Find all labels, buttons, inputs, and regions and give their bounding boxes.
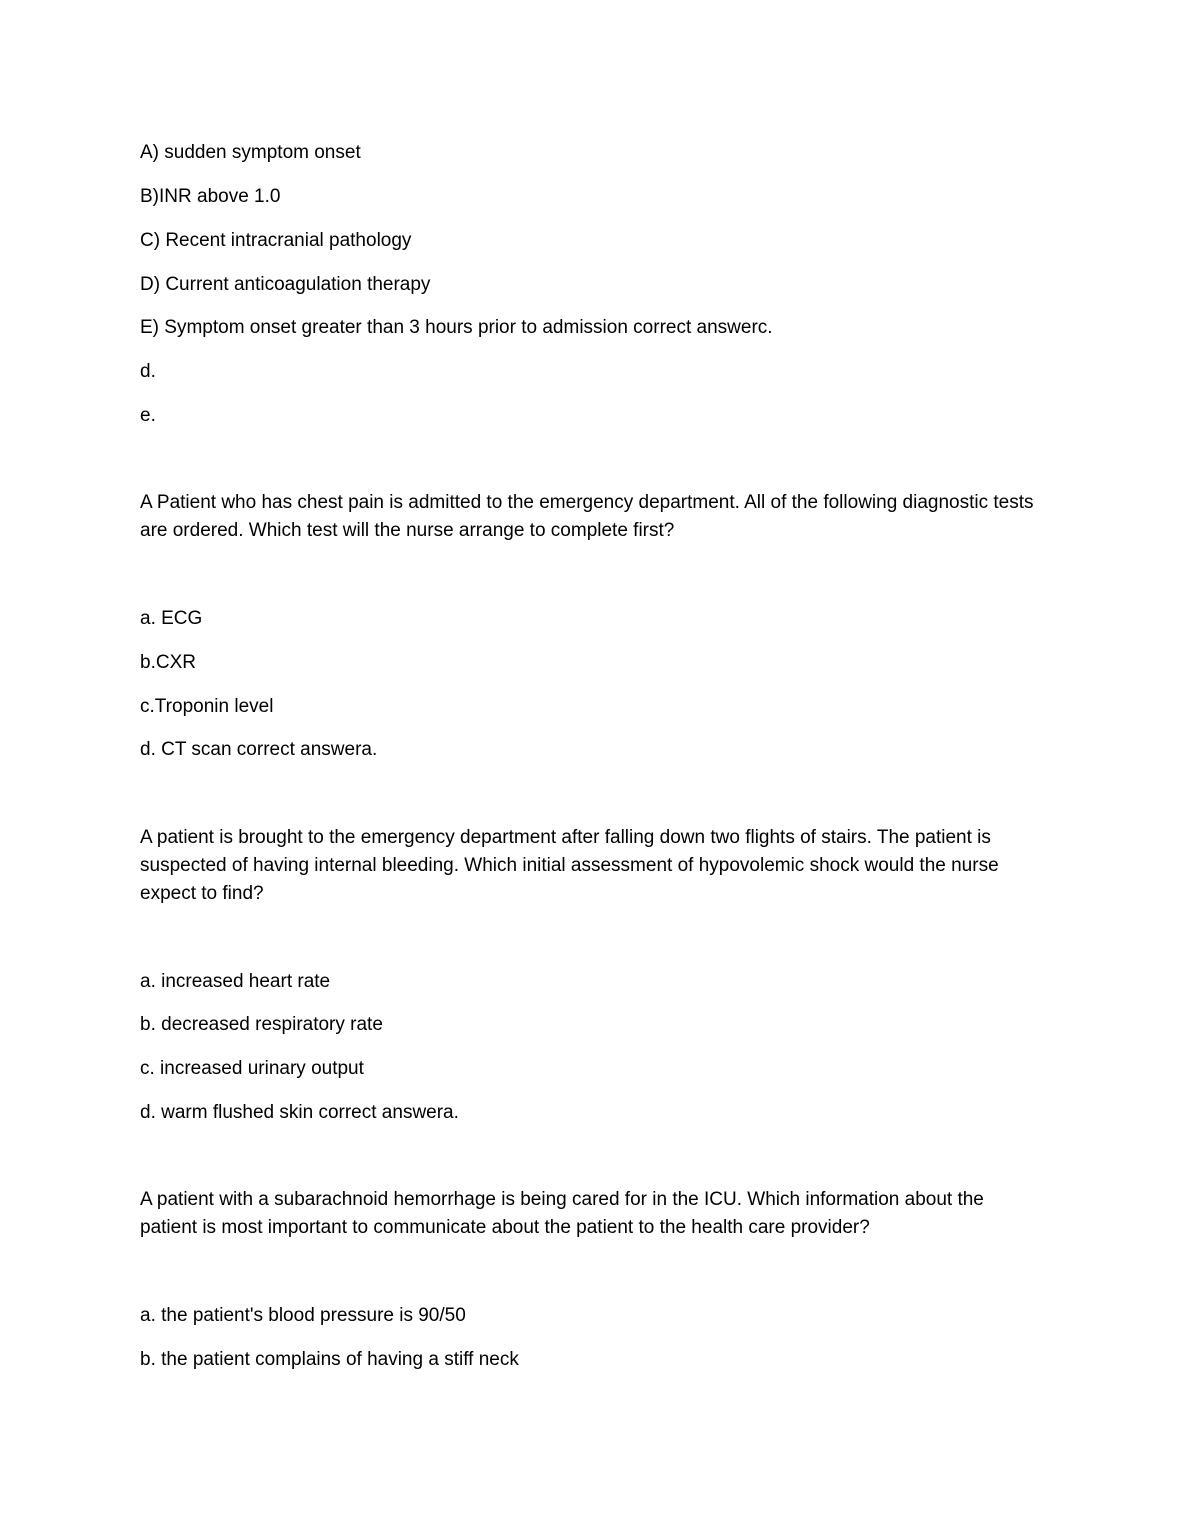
q1-option-d: D) Current anticoagulation therapy bbox=[140, 274, 431, 295]
q1-option-c: C) Recent intracranial pathology bbox=[140, 230, 412, 251]
q3-option-a: a. increased heart rate bbox=[140, 971, 331, 992]
q1-extra-d: d. bbox=[140, 361, 156, 382]
q3-option-b: b. decreased respiratory rate bbox=[140, 1014, 383, 1035]
q1-extra-e: e. bbox=[140, 405, 156, 426]
q4-option-a: a. the patient's blood pressure is 90/50 bbox=[140, 1305, 466, 1326]
q2-option-a: a. ECG bbox=[140, 608, 203, 629]
q1-option-b: B)INR above 1.0 bbox=[140, 186, 281, 207]
q2-option-c: c.Troponin level bbox=[140, 696, 274, 717]
q4-option-b: b. the patient complains of having a stiff neck bbox=[140, 1349, 519, 1370]
q1-option-a: A) sudden symptom onset bbox=[140, 142, 361, 163]
q2-question: A Patient who has chest pain is admitted to the emergency department. All of the following diagnostic tests are ordered. Which test will the nurse arrange to complete first? bbox=[140, 492, 1034, 541]
q2-option-b: b.CXR bbox=[140, 652, 196, 673]
q2-option-d: d. CT scan correct answera. bbox=[140, 739, 378, 760]
q4-question: A patient with a subarachnoid hemorrhage is being cared for in the ICU. Which information about the patient is most important to communicate about the patient to the health care provider? bbox=[140, 1189, 984, 1238]
q3-option-d: d. warm flushed skin correct answera. bbox=[140, 1102, 459, 1123]
q1-option-e: E) Symptom onset greater than 3 hours prior to admission correct answerc. bbox=[140, 317, 773, 338]
q3-option-c: c. increased urinary output bbox=[140, 1058, 364, 1079]
q3-question: A patient is brought to the emergency department after falling down two flights of stairs. The patient is suspected of having internal bleeding. Which initial assessment of hypovolemic shock would the nurse expect to find? bbox=[140, 827, 999, 904]
